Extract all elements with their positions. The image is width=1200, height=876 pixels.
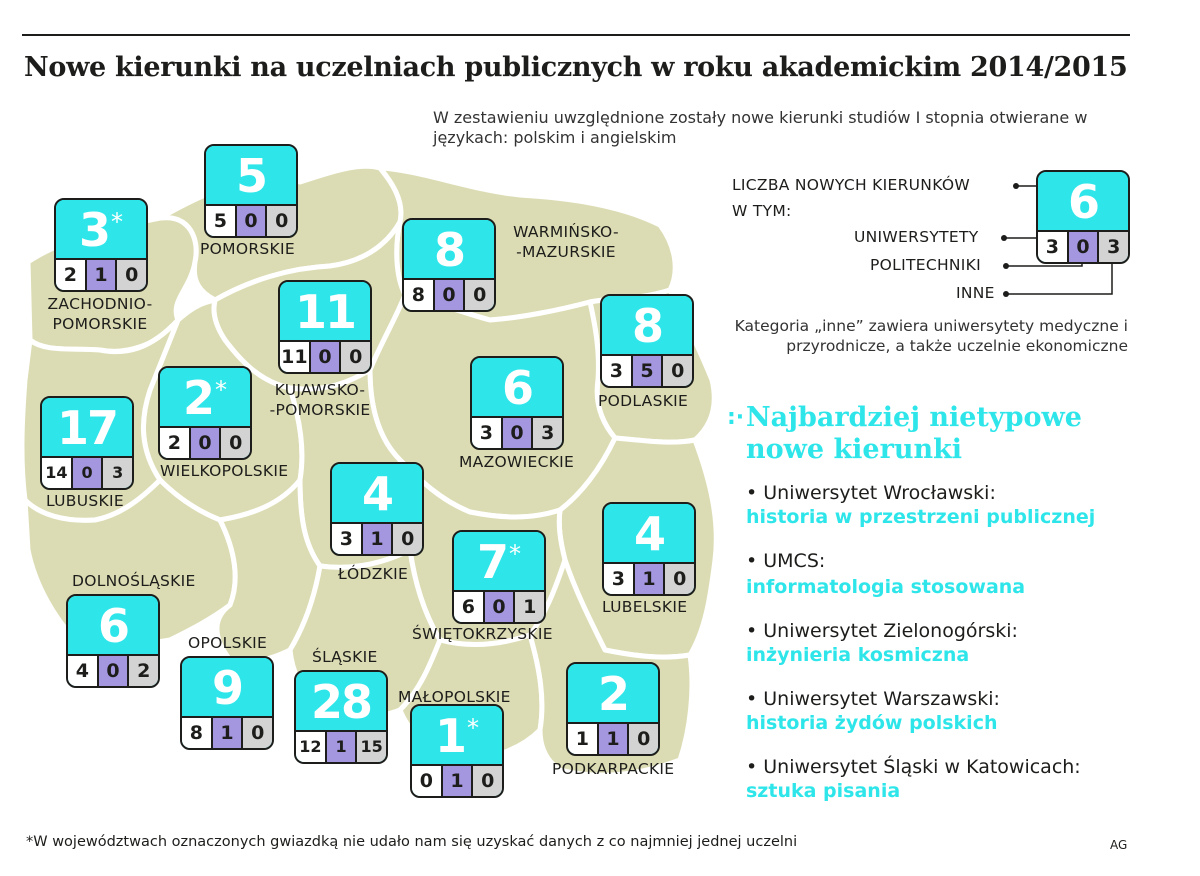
course-name-5: sztuka pisania: [746, 780, 901, 802]
course-uni-1: • Uniwersytet Wrocławski:: [746, 482, 996, 504]
legend-note: Kategoria „inne” zawiera uniwersytety medyczne i przyrodnicze, a także uczelnie ekonomiczne: [734, 317, 1128, 355]
tile-kujawsko: 11 11 0 0: [278, 280, 372, 374]
tile-mazowieckie: 6 3 0 3: [470, 356, 564, 450]
course-uni-5: • Uniwersytet Śląski w Katowicach:: [746, 756, 1081, 778]
tile-swietokrzyskie: 7* 6 0 1: [452, 530, 546, 624]
tile-pomorskie: 5 5 0 0: [204, 144, 298, 238]
label-warminsko: WARMIŃSKO- -MAZURSKIE: [513, 223, 619, 261]
legend-tile: 6 3 0 3: [1036, 170, 1130, 264]
course-name-1: historia w przestrzeni publicznej: [746, 506, 1096, 528]
credit: AG: [1110, 838, 1128, 852]
tile-podkarpackie: 2 1 1 0: [566, 662, 660, 756]
course-uni-4: • Uniwersytet Warszawski:: [746, 688, 1000, 710]
tile-opolskie: 9 8 1 0: [180, 656, 274, 750]
subtitle: W zestawieniu uwzględnione zostały nowe kierunki studiów I stopnia otwierane w językach: polskim i angielskim: [433, 108, 1088, 147]
label-swietokrzyskie: ŚWIĘTOKRZYSKIE: [412, 625, 553, 643]
tile-slaskie: 28 12 1 15: [294, 670, 388, 764]
legend-inne-label: INNE: [956, 284, 995, 302]
label-mazowieckie: MAZOWIECKIE: [459, 453, 575, 471]
section-title: [746, 402, 1082, 466]
course-uni-3: • Uniwersytet Zielonogórski:: [746, 620, 1018, 642]
footnote: *W województwach oznaczonych gwiazdką nie udało nam się uzyskać danych z co najmniej jednej uczelni: [26, 834, 798, 850]
tile-warminsko: 8 8 0 0: [402, 218, 496, 312]
label-lodzkie: ŁÓDZKIE: [338, 565, 409, 583]
section-mark-icon: :·: [727, 405, 745, 430]
legend-total-label: LICZBA NOWYCH KIERUNKÓW: [732, 176, 970, 194]
tile-lubelskie: 4 3 1 0: [602, 502, 696, 596]
tile-zachodniopomorskie: 3* 2 1 0: [54, 198, 148, 292]
label-wielkopolskie: WIELKOPOLSKIE: [160, 462, 289, 480]
label-dolnoslaskie: DOLNOŚLĄSKIE: [72, 572, 196, 590]
section-title-line2: nowe kierunki: [746, 434, 963, 465]
tile-lodzkie: 4 3 1 0: [330, 462, 424, 556]
page-title: Nowe kierunki na uczelniach publicznych w roku akademickim 2014/2015: [24, 52, 1128, 83]
label-podlaskie: PODLASKIE: [598, 392, 689, 410]
course-name-3: inżynieria kosmiczna: [746, 644, 970, 666]
label-lubelskie: LUBELSKIE: [602, 598, 688, 616]
course-uni-2: • UMCS:: [746, 550, 826, 572]
course-name-4: historia żydów polskich: [746, 712, 998, 734]
label-kujawsko: KUJAWSKO- -POMORSKIE: [269, 381, 371, 419]
label-podkarpackie: PODKARPACKIE: [552, 760, 675, 778]
tile-podlaskie: 8 3 5 0: [600, 294, 694, 388]
label-opolskie: OPOLSKIE: [188, 634, 268, 652]
legend-poli-label: POLITECHNIKI: [870, 256, 981, 274]
label-slaskie: ŚLĄSKIE: [312, 648, 378, 666]
course-name-2: informatologia stosowana: [746, 576, 1026, 598]
label-lubuskie: LUBUSKIE: [46, 492, 124, 510]
label-zachodniopomorskie: ZACHODNIO- POMORSKIE: [47, 295, 153, 333]
label-pomorskie: POMORSKIE: [200, 240, 295, 258]
tile-malopolskie: 1* 0 1 0: [410, 704, 504, 798]
legend-of-which: W TYM:: [732, 202, 792, 220]
tile-wielkopolskie: 2* 2 0 0: [158, 366, 252, 460]
tile-dolnoslaskie: 6 4 0 2: [66, 594, 160, 688]
legend-uni-label: UNIWERSYTETY: [854, 228, 979, 246]
label-malopolskie: MAŁOPOLSKIE: [398, 688, 511, 706]
tile-lubuskie: 17 14 0 3: [40, 396, 134, 490]
section-title-line1: Najbardziej nietypowe: [746, 402, 1082, 433]
